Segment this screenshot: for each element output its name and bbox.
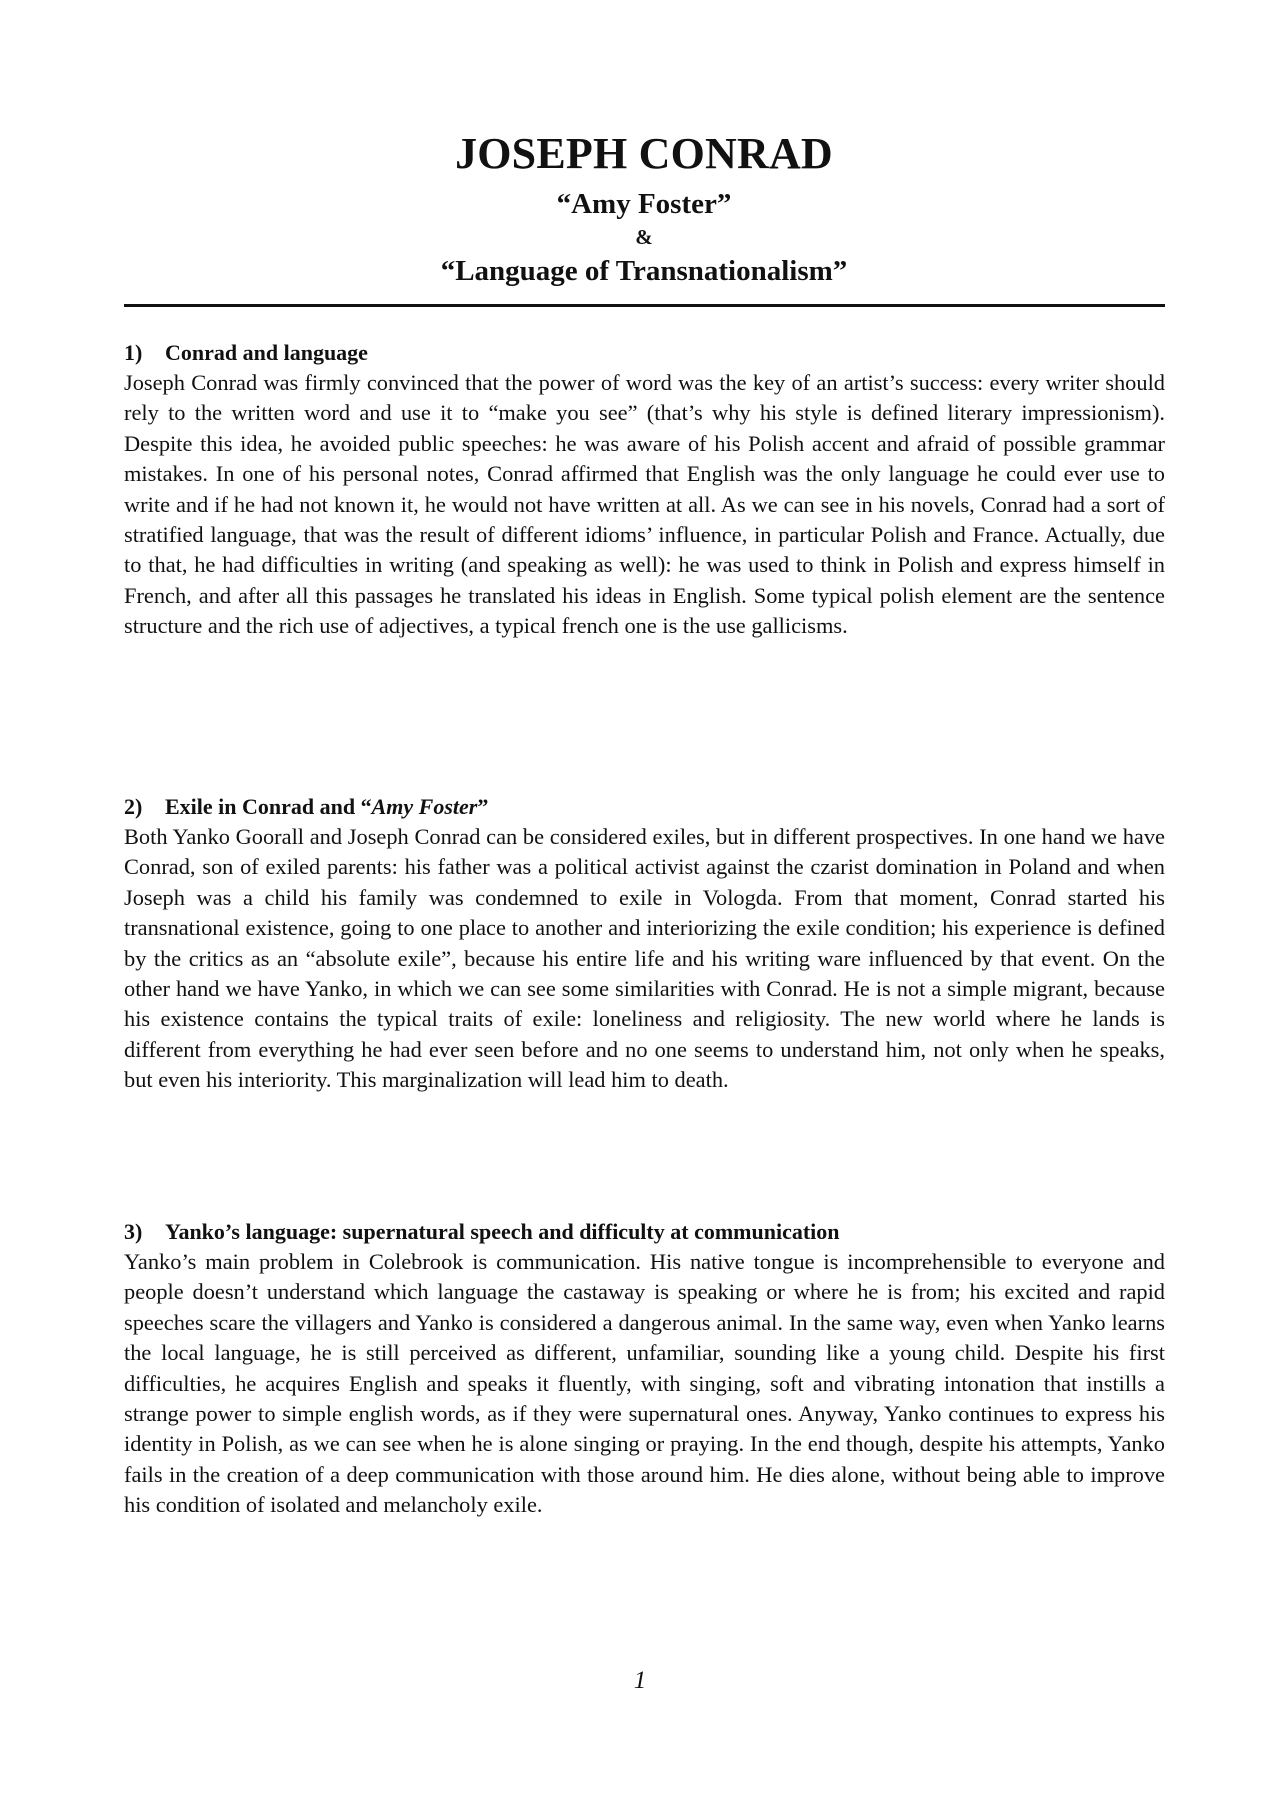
section-heading <box>124 792 1165 822</box>
section-number: 1) <box>124 340 143 365</box>
section-conrad-and-language <box>124 338 1165 642</box>
section-paragraph: Joseph Conrad was firmly convinced that the power of word was the key of an artist’s success: every writer should rely to the written word and use it to “make you see” (that’s why his style is defined literary impressionism). Despite this idea, he avoided public speeches: he was aware of his Polish accent and afraid of possible grammar mistakes. In one of his personal notes, Conrad affirmed that English was the only language he could ever use to write and if he had not known it, he would not have written at all. As we can see in his novels, Conrad had a sort of stratified language, that was the result of different idioms’ influence, in particular Polish and France. Actually, due to that, he had difficulties in writing (and speaking as well): he was used to think in Polish and express himself in French, and after all this passages he translated his ideas in English. Some typical polish element are the sentence structure and the rich use of adjectives, a typical french one is the use gallicisms. <box>124 370 1165 639</box>
section-heading-text <box>165 792 488 822</box>
section-heading-italic: Amy Foster <box>371 794 478 819</box>
section-heading <box>124 1217 1165 1247</box>
document-subtitle: “Amy Foster” <box>556 188 732 220</box>
document-header <box>124 124 1164 292</box>
section-yankos-language <box>124 1217 1165 1521</box>
page-number: 1 <box>633 1667 647 1694</box>
section-heading-text: Conrad and language <box>165 340 368 365</box>
header-divider <box>124 304 1165 307</box>
document-title: JOSEPH CONRAD <box>455 129 833 178</box>
section-heading <box>124 338 1165 368</box>
section-paragraph: Yanko’s main problem in Colebrook is communication. His native tongue is incomprehensible to everyone and people doesn’t understand which language the castaway is speaking or where he is from; his excited and rapid speeches scare the villagers and Yanko is considered a dangerous animal. In the same way, even when Yanko learns the local language, he is still perceived as different, unfamiliar, sounding like a young child. Despite his first difficulties, he acquires English and speaks it fluently, with singing, soft and vibrating intonation that instills a strange power to simple english words, as if they were supernatural ones. Anyway, Yanko continues to express his identity in Polish, as we can see when he is alone singing or praying. In the end though, despite his attempts, Yanko fails in the creation of a deep communication with those around him. He dies alone, without being able to improve his condition of isolated and melancholy exile. <box>124 1249 1165 1518</box>
section-paragraph: Both Yanko Goorall and Joseph Conrad can be considered exiles, but in different prospectives. In one hand we have Conrad, son of exiled parents: his father was a political activist against the czarist domination in Poland and when Joseph was a child his family was condemned to exile in Vologda. From that moment, Conrad started his transnational existence, going to one place to another and interiorizing the exile condition; his experience is defined by the critics as an “absolute exile”, because his entire life and his writing ware influenced by that event. On the other hand we have Yanko, in which we can see some similarities with Conrad. He is not a simple migrant, because his existence contains the typical traits of exile: loneliness and religiosity. The new world where he lands is different from everything he had ever seen before and no one seems to understand him, not only when he speaks, but even his interiority. This marginalization will lead him to death. <box>124 824 1165 1093</box>
section-heading-prefix: Exile in Conrad and “ <box>165 794 372 819</box>
section-number: 2) <box>124 794 143 819</box>
section-heading-text: Yanko’s language: supernatural speech and difficulty at communication <box>165 1219 840 1244</box>
section-number: 3) <box>124 1219 143 1244</box>
section-heading-suffix: ” <box>477 794 489 819</box>
document-subtitle-secondary: “Language of Transnationalism” <box>440 255 848 287</box>
subtitle-ampersand: & <box>635 225 653 249</box>
section-exile <box>124 792 1165 1096</box>
